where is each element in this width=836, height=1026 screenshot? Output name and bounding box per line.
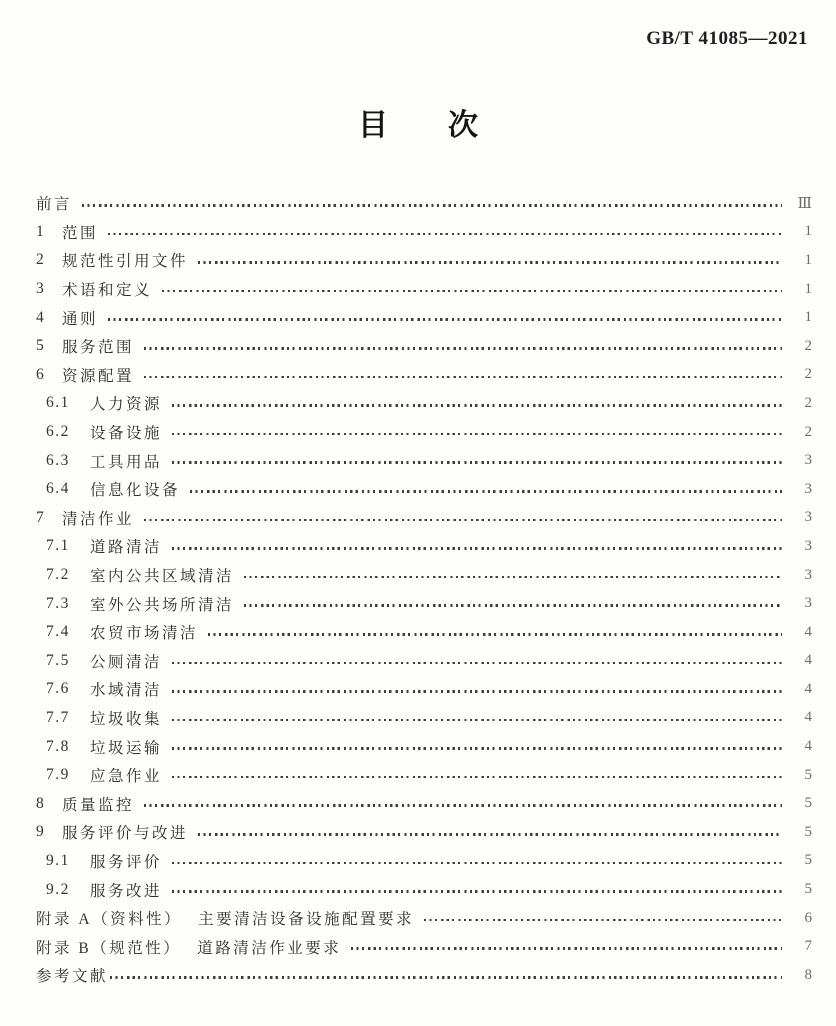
toc-entry-number: 4 (36, 308, 46, 326)
toc-entry-page: 5 (804, 795, 812, 812)
toc-entry-label: 服务评价 (90, 853, 163, 871)
toc-entry-label: 室内公共区域清洁 (90, 568, 235, 586)
toc-entry (36, 475, 812, 504)
toc-entry (36, 532, 812, 561)
toc-entry-label: 设备设施 (90, 425, 163, 443)
toc-entry-label: 通则 (62, 310, 99, 328)
toc-entry-label: 农贸市场清洁 (90, 625, 199, 643)
toc-entry-number: 9.1 (46, 851, 70, 869)
toc-entry-label: 信息化设备 (90, 482, 181, 500)
toc-entry-page: 1 (804, 251, 812, 268)
toc-entry (36, 303, 812, 332)
toc-entry-label: 清洁作业 (62, 510, 135, 528)
dot-leader (172, 662, 782, 665)
toc-entry-page: Ⅲ (797, 195, 812, 212)
toc-entry-page: 4 (804, 680, 812, 697)
toc-entry-page: 5 (804, 881, 812, 898)
toc-entry (36, 618, 812, 647)
toc-entry-label: 道路清洁 (90, 539, 163, 557)
toc-entry (36, 647, 812, 676)
toc-entry-number: 3 (36, 280, 46, 298)
toc-entry-number: 9 (36, 823, 46, 841)
toc-entry-number: 附录 A（资料性） (36, 911, 183, 929)
dot-leader (144, 376, 782, 379)
toc-entry-page: 4 (804, 738, 812, 755)
dot-leader (172, 433, 782, 436)
dot-leader (108, 233, 782, 236)
toc-entry-page: 4 (804, 652, 812, 669)
toc-entry-page: 2 (804, 337, 812, 354)
toc-entry-page: 2 (804, 366, 812, 383)
toc-entry-page: 5 (804, 852, 812, 869)
toc-entry (36, 875, 812, 904)
dot-leader (351, 947, 782, 950)
dot-leader (172, 461, 782, 464)
toc-entry-page: 5 (804, 766, 812, 783)
toc-entry-page: 3 (804, 509, 812, 526)
toc-entry-label: 服务评价与改进 (62, 825, 189, 843)
toc-entry-page: 1 (804, 223, 812, 240)
toc-entry-label: 规范性引用文件 (62, 253, 189, 271)
toc-entry-label: 道路清洁作业要求 (197, 939, 342, 957)
dot-leader (108, 318, 782, 321)
toc-entry-number: 8 (36, 794, 46, 812)
toc-entry-number: 附录 B（规范性） (36, 939, 182, 957)
toc-entry-number: 7.6 (46, 680, 70, 698)
toc-entry-page: 1 (804, 309, 812, 326)
toc-entry (36, 704, 812, 733)
dot-leader (424, 919, 782, 922)
dot-leader (190, 490, 782, 493)
toc-entry-number: 6.4 (46, 480, 70, 498)
toc-entry (36, 847, 812, 876)
toc-entry (36, 589, 812, 618)
dot-leader (172, 776, 782, 779)
toc-entry-label: 前言 (36, 196, 73, 214)
toc-entry-page: 4 (804, 709, 812, 726)
toc-entry-number: 1 (36, 222, 46, 240)
toc-entry-number: 6.2 (46, 423, 70, 441)
toc-entry-page: 3 (804, 537, 812, 554)
toc-entry-page: 7 (804, 938, 812, 955)
toc-entry-page: 8 (804, 966, 812, 983)
toc-entry (36, 818, 812, 847)
toc-entry (36, 504, 812, 533)
toc-entry-label: 垃圾运输 (90, 739, 163, 757)
page-title: 目 次 (358, 109, 478, 142)
toc-entry-number: 7.2 (46, 566, 70, 584)
toc-entry-number: 6.1 (46, 394, 70, 412)
dot-leader (198, 833, 782, 836)
toc-entry-number: 7.3 (46, 594, 70, 612)
toc-entry-number: 7.9 (46, 766, 70, 784)
toc-entry (36, 932, 812, 961)
toc-entry-page: 5 (804, 823, 812, 840)
toc-entry-label: 人力资源 (90, 396, 163, 414)
toc-entry-label: 主要清洁设备设施配置要求 (198, 911, 415, 929)
toc-entry-label: 质量监控 (62, 796, 135, 814)
toc-entry-number: 7.7 (46, 708, 70, 726)
toc-entry-number: 7 (36, 508, 46, 526)
toc-entry-page: 3 (804, 566, 812, 583)
toc-entry-label: 术语和定义 (62, 282, 153, 300)
dot-leader (144, 519, 782, 522)
dot-leader (172, 890, 782, 893)
toc-entry (36, 732, 812, 761)
toc-entry-label: 公厕清洁 (90, 653, 163, 671)
dot-leader (244, 604, 782, 607)
toc-entry (36, 246, 812, 275)
dot-leader (144, 804, 782, 807)
toc-entry-label: 水域清洁 (90, 682, 163, 700)
toc-entry-page: 2 (804, 423, 812, 440)
toc-entry-page: 4 (804, 623, 812, 640)
toc-entry-label: 服务范围 (62, 339, 135, 357)
dot-leader (244, 576, 782, 579)
toc-entry-number: 6 (36, 365, 46, 383)
toc-entry (36, 389, 812, 418)
toc-entry (36, 332, 812, 361)
dot-leader (82, 204, 782, 207)
toc-entry-number: 7.1 (46, 537, 70, 555)
dot-leader (208, 633, 782, 636)
dot-leader (198, 261, 782, 264)
toc-entry (36, 789, 812, 818)
toc-entry (36, 561, 812, 590)
toc-entry-label: 参考文献 (36, 968, 109, 986)
toc-entry-number: 6.3 (46, 451, 70, 469)
toc-entry-number: 7.8 (46, 737, 70, 755)
toc-entry-page: 3 (804, 595, 812, 612)
toc-entry-label: 服务改进 (90, 882, 163, 900)
toc-entry-label: 室外公共场所清洁 (90, 596, 235, 614)
toc-entry (36, 675, 812, 704)
table-of-contents (36, 189, 812, 990)
standard-number: GB/T 41085—2021 (646, 28, 808, 49)
toc-entry-label: 工具用品 (90, 453, 163, 471)
dot-leader (172, 862, 782, 865)
toc-entry-page: 1 (804, 280, 812, 297)
toc-entry (36, 446, 812, 475)
toc-entry-label: 范围 (62, 224, 99, 242)
toc-entry (36, 761, 812, 790)
toc-entry (36, 275, 812, 304)
toc-entry-page: 2 (804, 394, 812, 411)
dot-leader (172, 547, 782, 550)
dot-leader (172, 404, 782, 407)
toc-entry (36, 189, 812, 218)
dot-leader (172, 690, 782, 693)
toc-entry-page: 3 (804, 452, 812, 469)
toc-entry-label: 垃圾收集 (90, 710, 163, 728)
toc-entry-number: 7.5 (46, 651, 70, 669)
dot-leader (162, 290, 782, 293)
toc-entry-label: 应急作业 (90, 768, 163, 786)
toc-entry (36, 218, 812, 247)
toc-entry-number: 7.4 (46, 623, 70, 641)
dot-leader (144, 347, 782, 350)
dot-leader (110, 976, 782, 979)
toc-entry-number: 9.2 (46, 880, 70, 898)
toc-entry (36, 418, 812, 447)
toc-entry-label: 资源配置 (62, 367, 135, 385)
toc-entry-page: 3 (804, 480, 812, 497)
toc-entry (36, 961, 812, 990)
toc-entry-page: 6 (804, 909, 812, 926)
toc-entry-number: 2 (36, 251, 46, 269)
dot-leader (172, 747, 782, 750)
dot-leader (172, 719, 782, 722)
toc-entry-number: 5 (36, 337, 46, 355)
toc-entry (36, 361, 812, 390)
toc-entry (36, 904, 812, 933)
